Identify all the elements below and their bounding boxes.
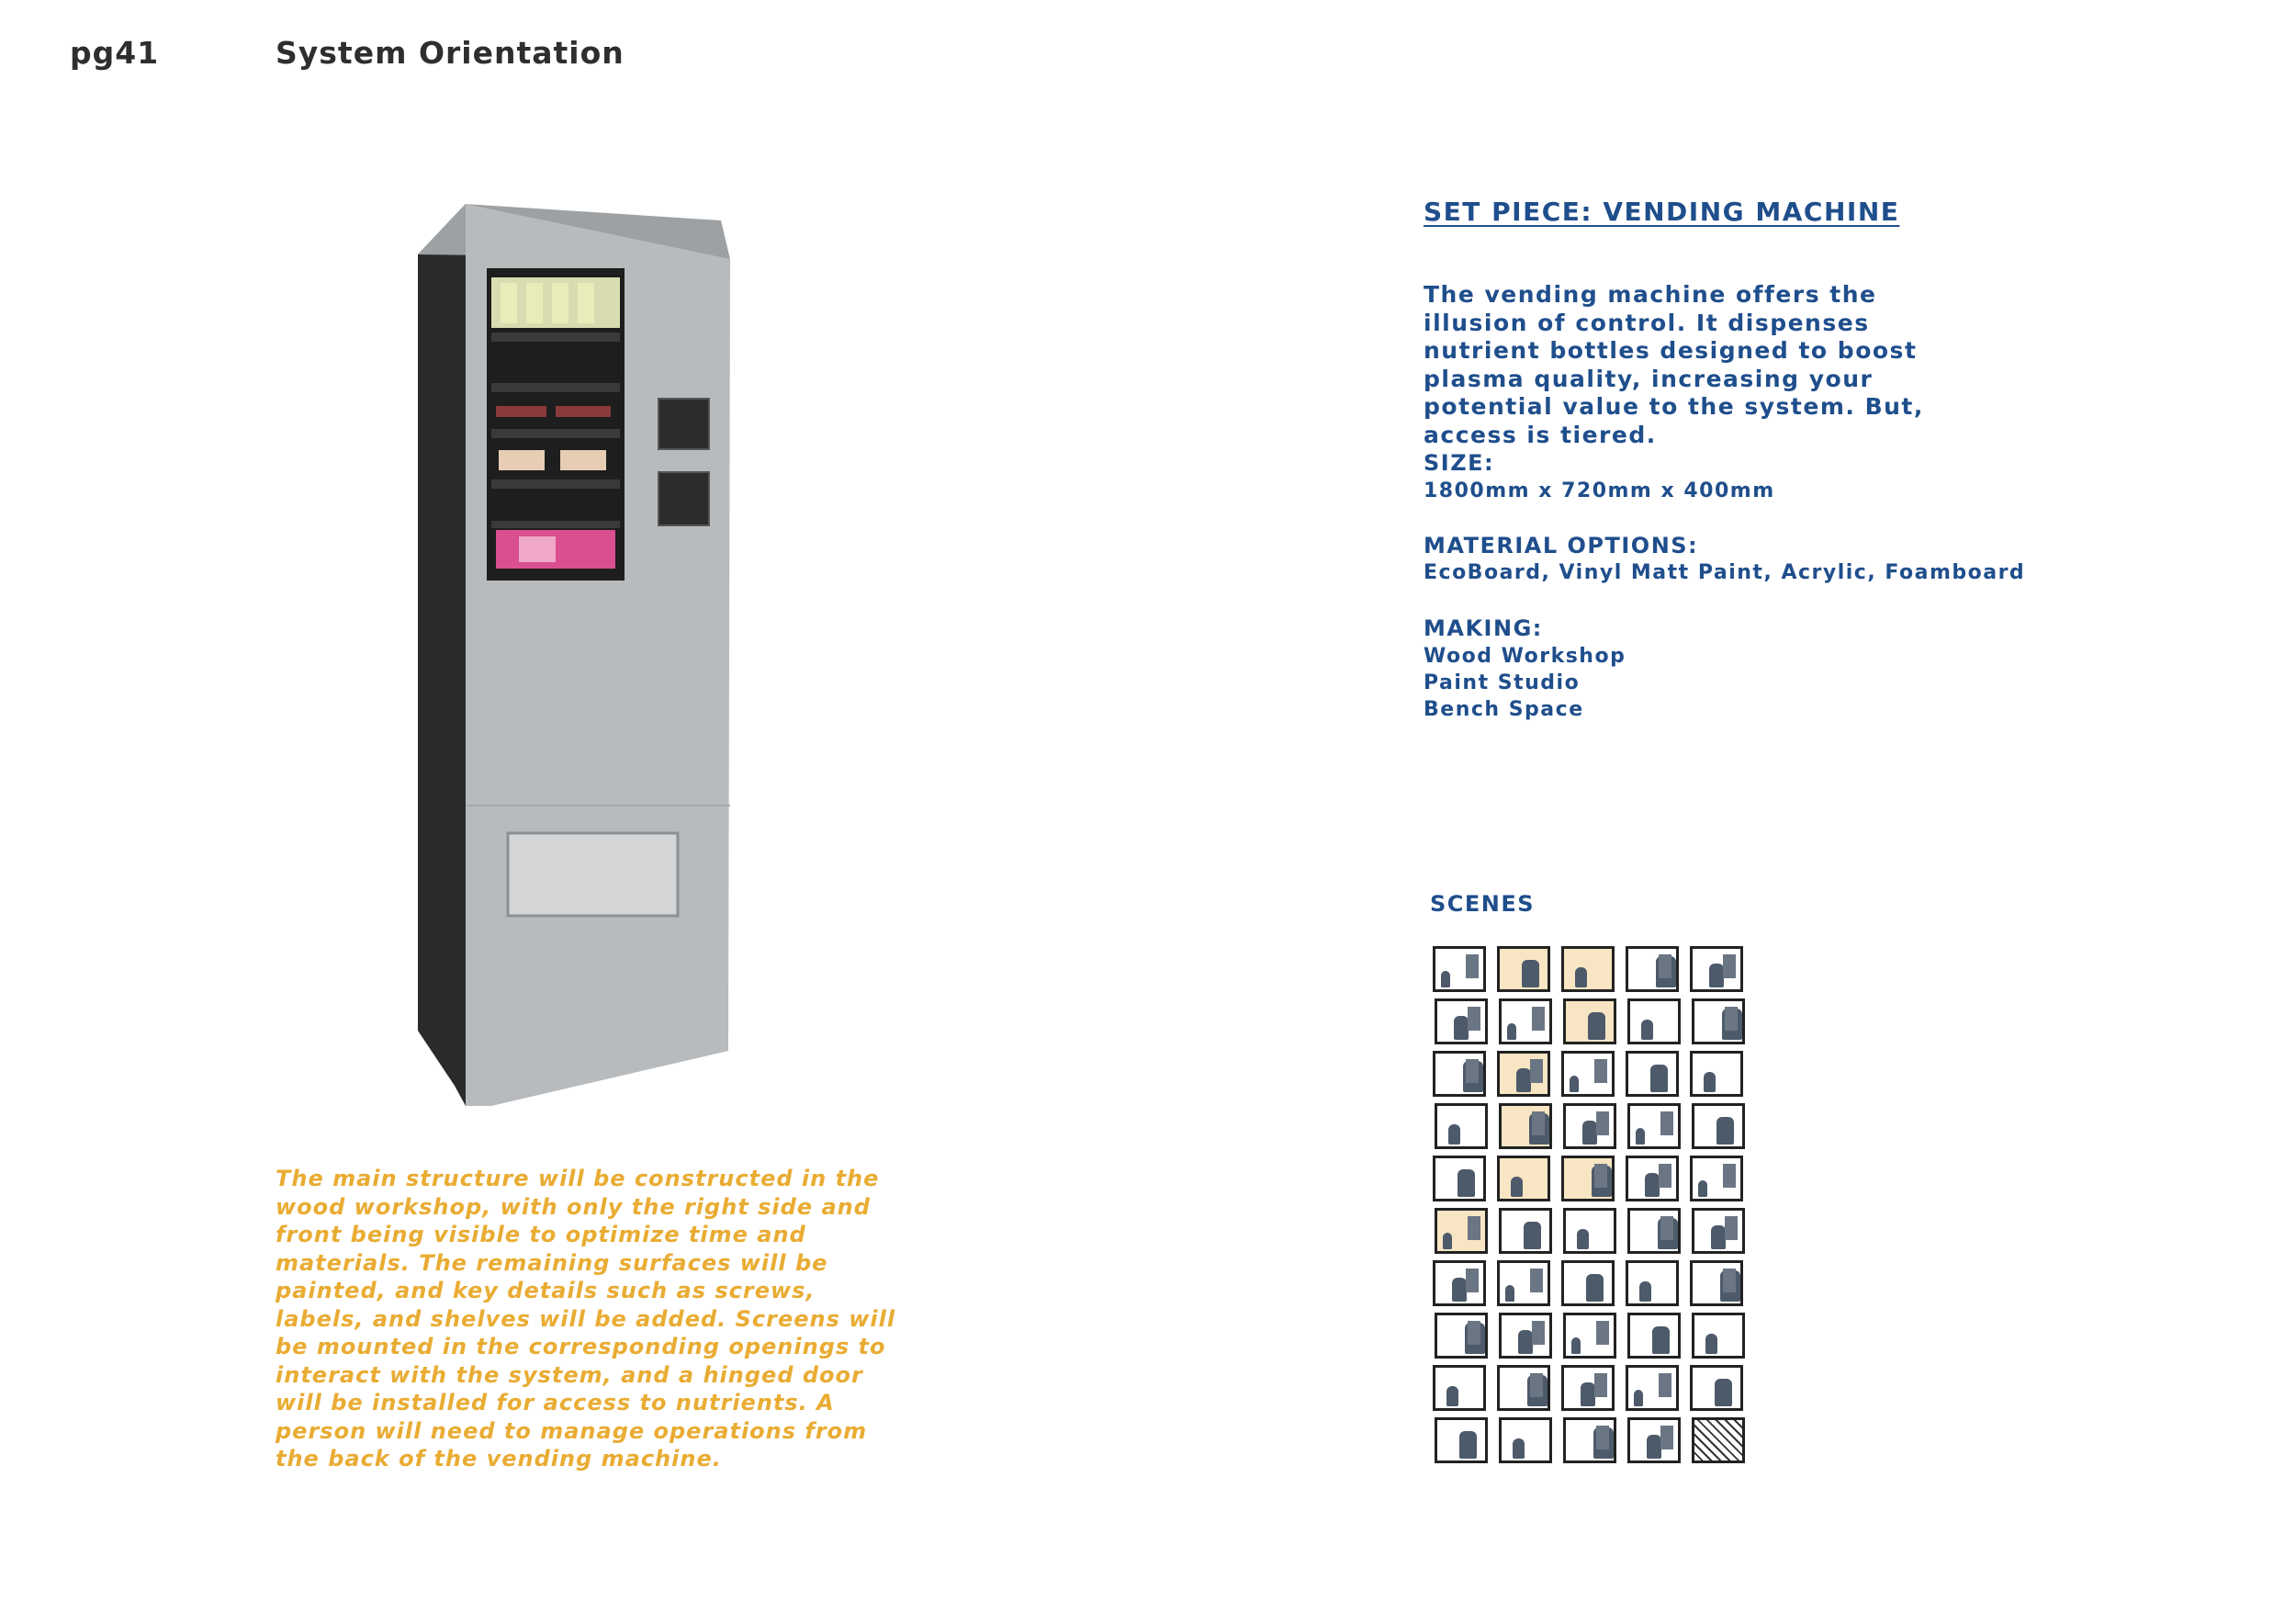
scene-figure — [1588, 1012, 1605, 1040]
scene-panel — [1497, 1260, 1550, 1306]
scene-figure — [1532, 1111, 1545, 1135]
material-options-value: EcoBoard, Vinyl Matt Paint, Acrylic, Foamboard — [1424, 561, 2026, 584]
scene-figure — [1725, 1007, 1738, 1031]
scene-panel — [1435, 1103, 1488, 1149]
scene-figure — [1507, 1023, 1516, 1040]
scene-figure — [1582, 1121, 1597, 1145]
scene-panel — [1433, 946, 1486, 992]
scene-figure — [1639, 1281, 1651, 1302]
scene-figure — [1466, 1059, 1479, 1083]
scene-figure — [1636, 1128, 1645, 1145]
scene-panel — [1499, 1208, 1552, 1254]
scene-figure — [1513, 1438, 1525, 1459]
scene-figure — [1468, 1007, 1480, 1031]
dispense-door — [508, 833, 678, 916]
scene-panel — [1627, 1313, 1681, 1359]
scene-panel — [1563, 998, 1616, 1044]
shelf — [491, 429, 620, 438]
scene-figure — [1522, 960, 1539, 987]
scene-figure — [1596, 1426, 1609, 1449]
scene-figure — [1586, 1274, 1604, 1302]
scene-figure — [1524, 1222, 1541, 1249]
shelf — [491, 383, 620, 392]
scene-figure — [1518, 1330, 1533, 1354]
scene-figure — [1571, 1337, 1581, 1354]
scene-figure — [1459, 1431, 1477, 1459]
scene-figure — [1443, 1233, 1452, 1249]
scene-figure — [1723, 954, 1736, 978]
scene-figure — [1516, 1068, 1531, 1092]
scene-panel — [1692, 1313, 1745, 1359]
shelf — [491, 521, 620, 528]
scene-panel — [1563, 1208, 1616, 1254]
machine-side-panel — [418, 204, 466, 1106]
scenes-storyboard — [1433, 946, 1769, 1473]
scene-figure — [1441, 971, 1450, 987]
scene-figure — [1650, 1065, 1668, 1092]
shelf — [491, 479, 620, 489]
construction-note: The main structure will be constructed in the wood workshop, with only the right side and front being visible to optimize time and materials. The remaining surfaces will be painted, and key details such as screws, labels, and shelves will be added. Screens will be mounted in the corresponding openings to interact with the system, and a hinged door will be installed for access to nutrients. A person will need to manage operations from the back of the vending machine. — [276, 1166, 896, 1472]
scene-figure — [1716, 1117, 1734, 1145]
scene-figure — [1641, 1020, 1653, 1040]
scene-panel — [1690, 946, 1743, 992]
scene-panel — [1690, 1156, 1743, 1201]
scene-figure — [1448, 1124, 1460, 1145]
scene-panel — [1626, 1260, 1679, 1306]
scene-panel — [1690, 1365, 1743, 1411]
scene-figure — [1659, 1164, 1671, 1188]
scene-figure — [1596, 1321, 1609, 1345]
scene-figure — [1530, 1059, 1543, 1083]
scene-figure — [1511, 1177, 1523, 1197]
scene-panel — [1692, 998, 1745, 1044]
scene-figure — [1715, 1379, 1732, 1406]
scene-figure — [1705, 1334, 1717, 1354]
scene-panel — [1563, 1103, 1616, 1149]
scene-panel — [1563, 1313, 1616, 1359]
size-label: SIZE: — [1424, 450, 1495, 476]
scene-panel — [1626, 946, 1679, 992]
scene-figure — [1505, 1285, 1514, 1302]
scene-figure — [1458, 1169, 1475, 1197]
shelf — [491, 333, 620, 342]
screen-bottom — [658, 472, 709, 525]
making-list — [1424, 643, 1626, 723]
material-options-label: MATERIAL OPTIONS: — [1424, 533, 1699, 558]
size-value: 1800mm x 720mm x 400mm — [1424, 479, 1775, 502]
scene-panel — [1497, 946, 1550, 992]
scene-figure — [1454, 1016, 1469, 1040]
scene-panel — [1433, 1156, 1486, 1201]
scene-panel — [1627, 998, 1681, 1044]
scene-panel — [1627, 1208, 1681, 1254]
scene-figure — [1659, 954, 1671, 978]
scene-panel — [1499, 1417, 1552, 1463]
scene-figure — [1452, 1278, 1467, 1302]
scene-figure — [1575, 967, 1587, 987]
scene-panel — [1561, 1051, 1615, 1097]
scene-panel — [1692, 1417, 1745, 1463]
scene-figure — [1709, 964, 1724, 987]
scene-panel — [1499, 1313, 1552, 1359]
scene-panel — [1563, 1417, 1616, 1463]
scene-panel — [1690, 1051, 1743, 1097]
making-item: Wood Workshop — [1424, 645, 1626, 668]
scene-figure — [1594, 1164, 1607, 1188]
vending-machine-illustration — [418, 204, 730, 1106]
scene-figure — [1532, 1007, 1545, 1031]
scene-figure — [1698, 1180, 1707, 1197]
scene-figure — [1645, 1173, 1660, 1197]
scene-figure — [1446, 1386, 1458, 1406]
scene-figure — [1468, 1216, 1480, 1240]
scene-panel — [1626, 1051, 1679, 1097]
scene-panel — [1433, 1260, 1486, 1306]
scene-panel — [1692, 1103, 1745, 1149]
scene-panel — [1497, 1156, 1550, 1201]
scene-panel — [1499, 998, 1552, 1044]
scene-figure — [1594, 1059, 1607, 1083]
scenes-label: SCENES — [1430, 891, 1536, 917]
scene-figure — [1647, 1435, 1661, 1459]
scene-figure — [1704, 1072, 1716, 1092]
scene-panel — [1435, 1208, 1488, 1254]
scene-figure — [1468, 1321, 1480, 1345]
making-item: Bench Space — [1424, 698, 1584, 721]
scene-figure — [1530, 1373, 1543, 1397]
scene-panel — [1626, 1156, 1679, 1201]
scene-panel — [1627, 1103, 1681, 1149]
making-label: MAKING: — [1424, 615, 1543, 641]
scene-figure — [1711, 1225, 1726, 1249]
scene-figure — [1634, 1390, 1643, 1406]
scene-figure — [1723, 1269, 1736, 1292]
page-number: pg41 — [70, 35, 160, 71]
scene-figure — [1725, 1216, 1738, 1240]
scene-figure — [1596, 1111, 1609, 1135]
scene-panel — [1435, 998, 1488, 1044]
scene-figure — [1660, 1426, 1673, 1449]
scene-panel — [1497, 1051, 1550, 1097]
scene-panel — [1499, 1103, 1552, 1149]
scene-panel — [1627, 1417, 1681, 1463]
scene-panel — [1433, 1365, 1486, 1411]
scene-figure — [1652, 1326, 1670, 1354]
scene-figure — [1532, 1321, 1545, 1345]
scene-figure — [1577, 1229, 1589, 1249]
scene-figure — [1466, 954, 1479, 978]
scene-figure — [1660, 1111, 1673, 1135]
scene-panel — [1435, 1417, 1488, 1463]
scene-panel — [1497, 1365, 1550, 1411]
scene-figure — [1659, 1373, 1671, 1397]
scene-figure — [1594, 1373, 1607, 1397]
scene-figure — [1581, 1382, 1595, 1406]
page-title: System Orientation — [276, 35, 625, 71]
scene-panel — [1435, 1313, 1488, 1359]
scene-panel — [1692, 1208, 1745, 1254]
set-piece-title: SET PIECE: VENDING MACHINE — [1424, 197, 1900, 227]
making-item: Paint Studio — [1424, 671, 1581, 694]
scene-panel — [1433, 1051, 1486, 1097]
scene-figure — [1466, 1269, 1479, 1292]
scene-panel — [1626, 1365, 1679, 1411]
scene-figure — [1660, 1216, 1673, 1240]
screen-top — [658, 399, 709, 449]
scene-figure — [1570, 1076, 1579, 1092]
set-piece-description: The vending machine offers the illusion of control. It dispenses nutrient bottles designed to boost plasma quality, increasing your potential value to the system. But, access is tiered. — [1424, 281, 1924, 448]
scene-panel — [1561, 1156, 1615, 1201]
scene-panel — [1561, 946, 1615, 992]
scene-panel — [1690, 1260, 1743, 1306]
scene-figure — [1723, 1164, 1736, 1188]
scene-figure — [1530, 1269, 1543, 1292]
scene-panel — [1561, 1260, 1615, 1306]
scene-panel — [1561, 1365, 1615, 1411]
